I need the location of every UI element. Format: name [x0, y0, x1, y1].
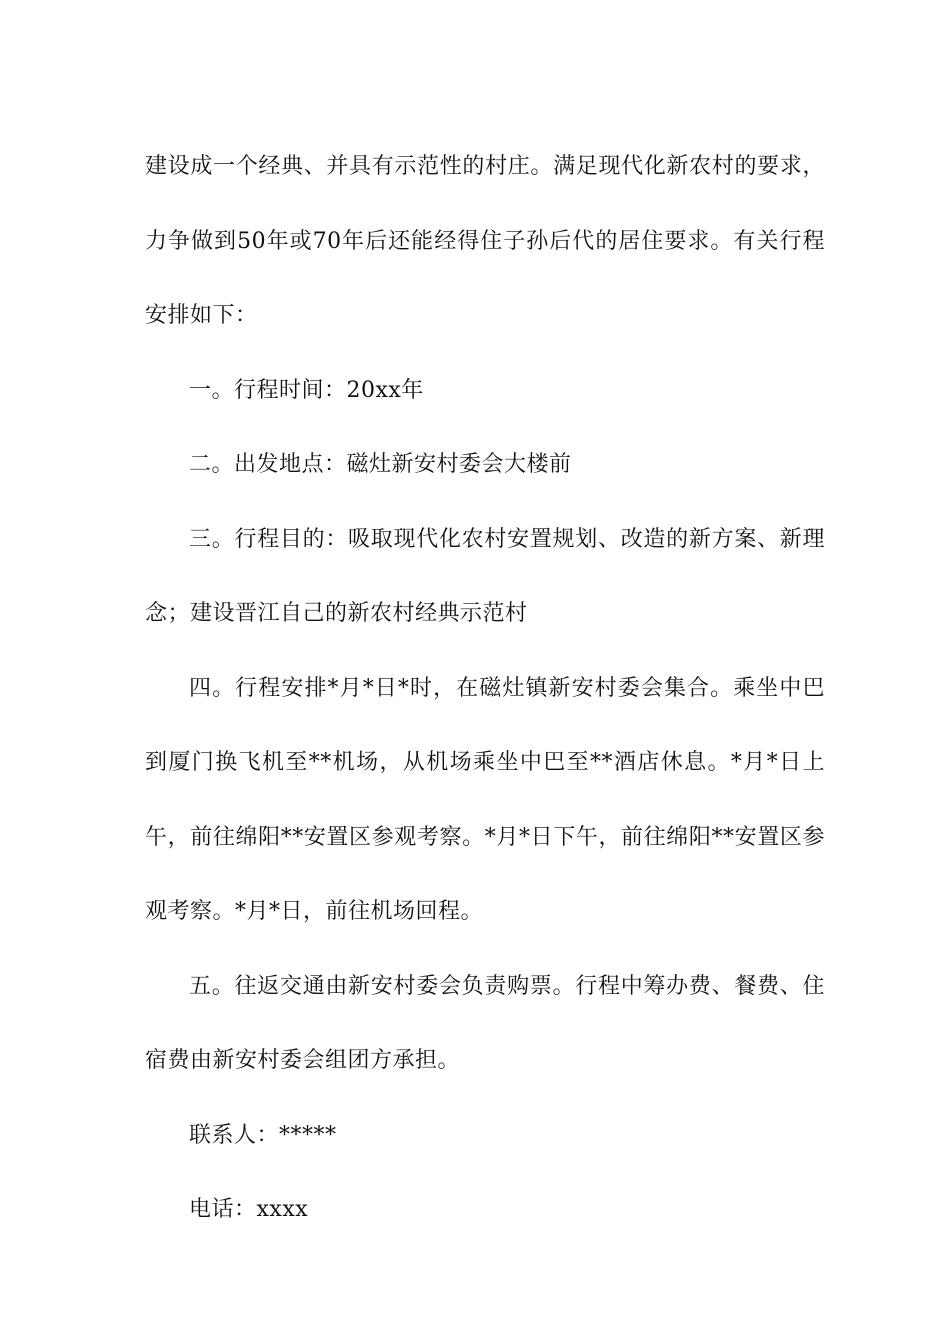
paragraph-intro-continuation: 建设成一个经典、并具有示范性的村庄。满足现代化新农村的要求，力争做到50年或70年后还能经得住子孙后代的居住要求。有关行程安排如下：: [145, 154, 825, 328]
paragraph-transport-costs: 五。往返交通由新安村委会负责购票。行程中筹办费、餐费、住宿费由新安村委会组团方承担。: [145, 973, 825, 1073]
paragraph-contact-person: 联系人：*****: [189, 1122, 337, 1148]
document-body: [145, 130, 825, 1248]
paragraph-departure-location: 二。出发地点：磁灶新安村委会大楼前: [189, 452, 572, 477]
paragraph-itinerary-schedule: 四。行程安排*月*日*时，在磁灶镇新安村委会集合。乘坐中巴到厦门换飞机至**机场，从机场乘坐中巴至**酒店休息。*月*日上午，前往绵阳**安置区参观考察。*月*日下午，前往绵阳**安置区参观考察。*月*日，前往机场回程。: [145, 675, 825, 924]
paragraph-itinerary-purpose: 三。行程目的：吸取现代化农村安置规划、改造的新方案、新理念；建设晋江自己的新农村经典示范村: [145, 526, 825, 626]
paragraph-phone: 电话：xxxx: [189, 1197, 309, 1222]
paragraph-itinerary-time: 一。行程时间：20xx年: [189, 377, 424, 403]
